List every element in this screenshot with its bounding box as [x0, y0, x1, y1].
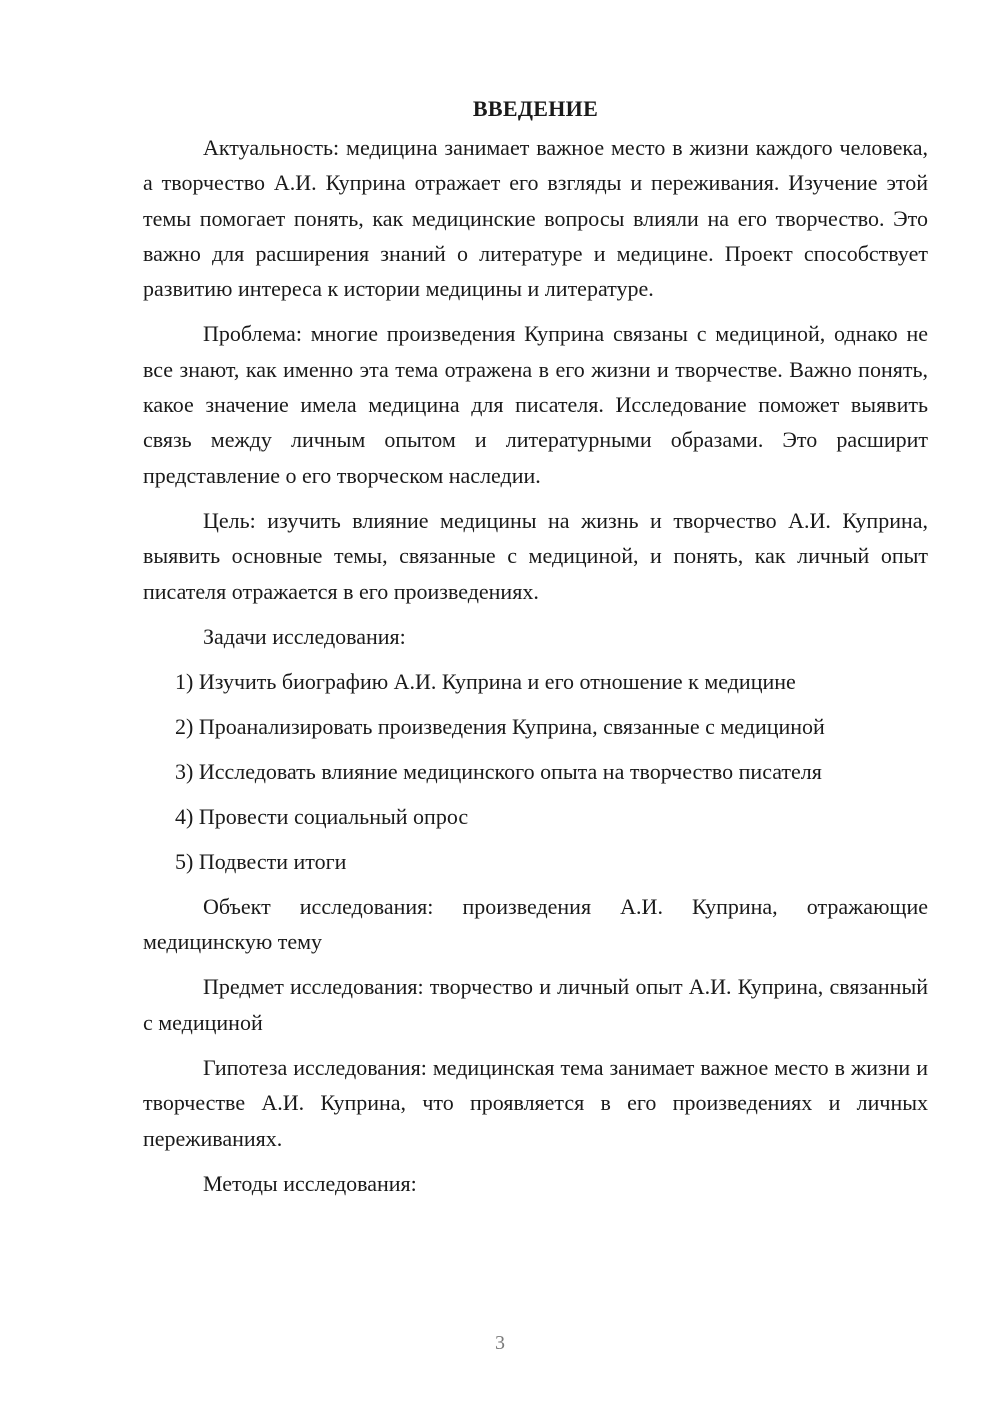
- task-item: 3) Исследовать влияние медицинского опыта на творчество писателя: [175, 758, 822, 784]
- relevance-paragraph: Актуальность: медицина занимает важное место в жизни каждого человека, а творчество А.И. Куприна отражает его взгляды и переживания. Изучение этой темы помогает понять, как медицинские вопросы влияли на его творчество. Это важно для расширения знаний о литературе и медицине. Проект способствует развитию интереса к истории медицины и литературе.: [143, 135, 928, 302]
- tasks-heading: Задачи исследования:: [203, 623, 406, 649]
- hypothesis-paragraph: Гипотеза исследования: медицинская тема занимает важное место в жизни и творчестве А.И. Куприна, что проявляется в его произведениях и личных переживаниях.: [143, 1055, 928, 1151]
- methods-heading: Методы исследования:: [203, 1170, 417, 1196]
- document-page: [143, 92, 928, 1211]
- goal-paragraph: Цель: изучить влияние медицины на жизнь и творчество А.И. Куприна, выявить основные темы, связанные с медициной, и понять, как личный опыт писателя отражается в его произведениях.: [143, 507, 928, 604]
- task-item: 2) Проанализировать произведения Куприна, связанные с медициной: [175, 713, 825, 739]
- task-item: 5) Подвести итоги: [175, 848, 347, 874]
- subject-paragraph: Предмет исследования: творчество и личный опыт А.И. Куприна, связанный с медициной: [143, 974, 928, 1035]
- page-number: 3: [495, 1332, 505, 1354]
- object-paragraph: Объект исследования: произведения А.И. Куприна, отражающие медицинскую тему: [143, 893, 928, 955]
- page-title: ВВЕДЕНИЕ: [472, 96, 599, 121]
- tasks-list: [143, 664, 928, 879]
- problem-paragraph: Проблема: многие произведения Куприна связаны с медициной, однако не все знают, как именно эта тема отражена в его жизни и творчестве. Важно понять, какое значение имела медицина для писателя. Исследование поможет выявить связь между личным опытом и литературными образами. Это расширит представление о его творческом наследии.: [143, 321, 928, 488]
- task-item: 1) Изучить биографию А.И. Куприна и его отношение к медицине: [175, 668, 796, 694]
- task-item: 4) Провести социальный опрос: [175, 803, 469, 829]
